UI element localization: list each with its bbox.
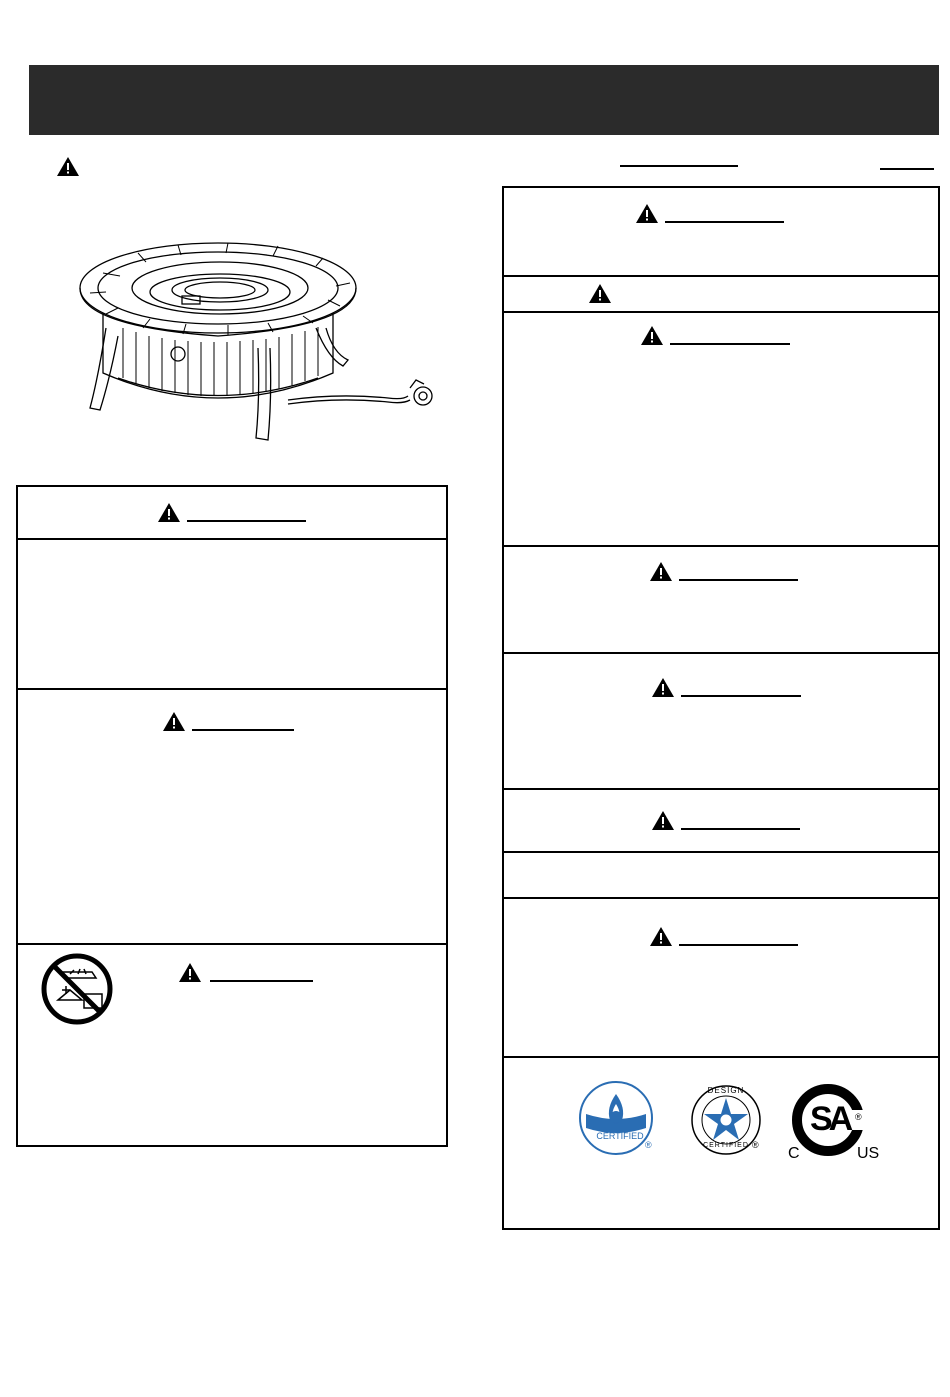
csa-c-label: C [788,1145,800,1162]
heading-underline [679,579,798,581]
warning-triangle-icon [157,502,181,523]
warning-triangle-icon [651,810,675,831]
divider [502,1056,940,1058]
divider [502,652,940,654]
heading-underline [681,828,800,830]
no-indoor-use-icon [40,952,114,1026]
warning-triangle-icon [651,677,675,698]
heading-underline [670,343,790,345]
heading-underline [187,520,306,522]
registered-mark: ® [752,1140,759,1150]
divider [16,538,448,540]
heading-underline [679,944,798,946]
warning-triangle-icon [56,156,80,177]
heading-underline [665,221,784,223]
warning-triangle-icon [162,711,186,732]
divider [502,788,940,790]
left-warning-panel [16,485,448,1147]
heading-underline [192,729,294,731]
warning-triangle-icon [588,283,612,304]
heading-underline [620,165,738,167]
divider [502,311,940,313]
heading-underline [880,168,934,170]
csa-us-label: US [857,1145,880,1162]
heading-underline [681,695,801,697]
warning-triangle-icon [649,926,673,947]
heading-underline [210,980,313,982]
divider [502,851,940,853]
design-certified-bottom-label: CERTIFIED [703,1142,749,1149]
warning-triangle-icon [178,962,202,983]
csa-blue-flame-label: CERTIFIED [596,1131,644,1141]
divider [16,688,448,690]
warning-triangle-icon [649,561,673,582]
divider [502,545,940,547]
design-certified-top-label: DESIGN [707,1086,745,1095]
warning-triangle-icon [640,325,664,346]
divider [502,275,940,277]
divider [16,943,448,945]
registered-mark: ® [645,1140,652,1150]
csa-letters: SA [810,1100,850,1138]
header-bar [29,65,939,135]
fire-pit-illustration [78,228,440,443]
registered-mark: ® [855,1112,862,1122]
divider [502,897,940,899]
warning-triangle-icon [635,203,659,224]
